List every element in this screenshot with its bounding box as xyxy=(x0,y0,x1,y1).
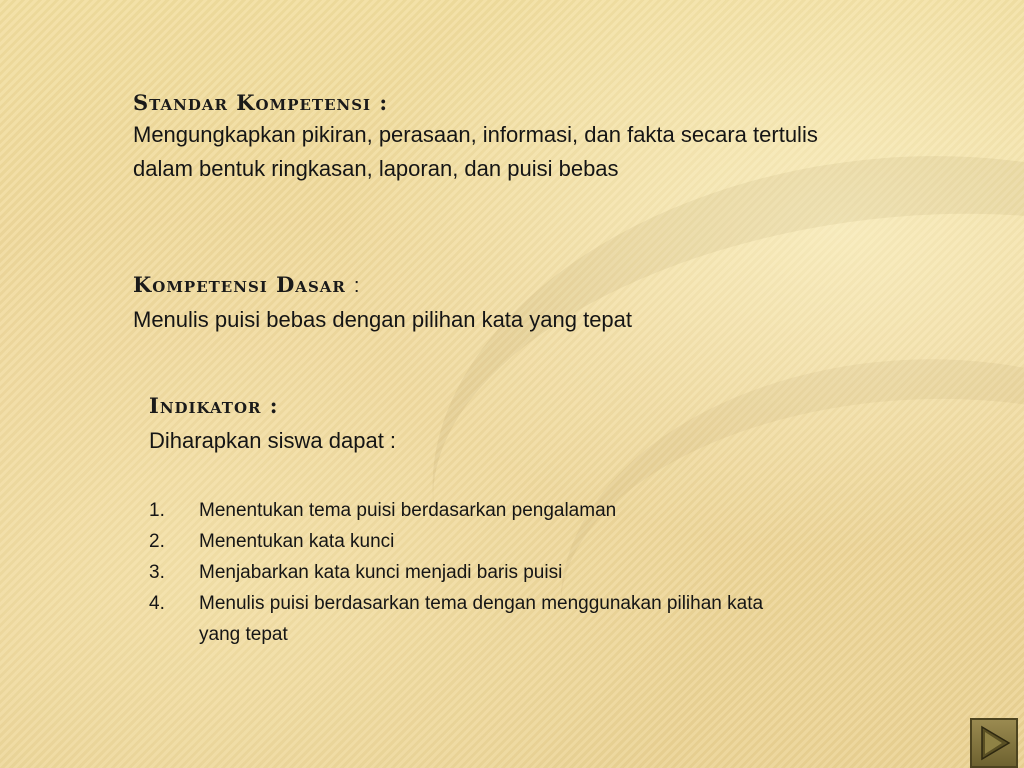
next-slide-button[interactable] xyxy=(970,718,1018,768)
play-triangle-icon xyxy=(976,724,1012,762)
list-item xyxy=(149,588,789,650)
list-item xyxy=(149,495,789,526)
list-item-text: Menentukan tema puisi berdasarkan pengalaman xyxy=(199,500,617,521)
list-item-number: 4. xyxy=(149,593,165,614)
indikator-list xyxy=(149,495,789,650)
list-item-text: Menulis puisi berdasarkan tema dengan menggunakan pilihan kata yang tepat xyxy=(199,593,764,645)
list-item xyxy=(149,526,789,557)
list-item-text: Menjabarkan kata kunci menjadi baris puisi xyxy=(199,562,563,583)
kompetensi-dasar-heading: Kompetensi Dasar xyxy=(133,272,346,297)
list-item-number: 1. xyxy=(149,500,165,521)
standar-kompetensi-text: Mengungkapkan pikiran, perasaan, informasi, dan fakta secara tertulis dalam bentuk ringkasan, laporan, dan puisi bebas xyxy=(133,122,818,181)
list-item xyxy=(149,557,789,588)
indikator-heading: Indikator : xyxy=(149,393,279,418)
list-item-text: Menentukan kata kunci xyxy=(199,531,395,552)
kompetensi-dasar-text: Menulis puisi bebas dengan pilihan kata yang tepat xyxy=(133,307,633,332)
kompetensi-dasar-heading-group xyxy=(133,272,360,298)
standar-kompetensi-heading: Standar Kompetensi : xyxy=(133,90,389,115)
list-item-number: 3. xyxy=(149,562,165,583)
indikator-intro: Diharapkan siswa dapat : xyxy=(149,428,397,453)
kompetensi-dasar-colon: : xyxy=(353,275,361,297)
list-item-number: 2. xyxy=(149,531,165,552)
